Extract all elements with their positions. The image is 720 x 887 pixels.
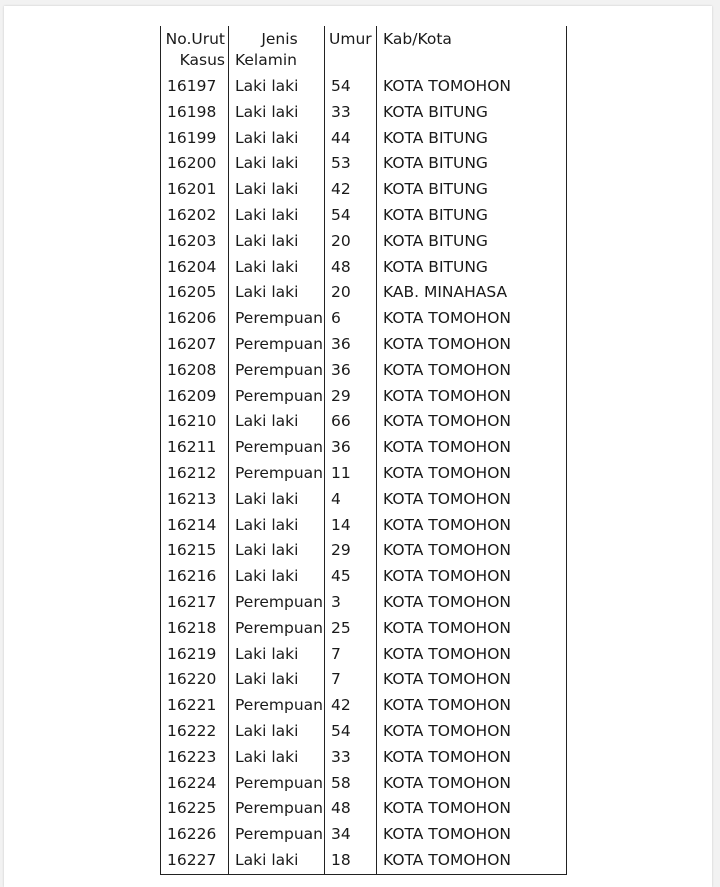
cell-jenis-kelamin: Perempuan [229, 822, 325, 848]
cell-jenis-kelamin: Perempuan [229, 358, 325, 384]
table-row [161, 358, 567, 384]
cell-no-urut: 16203 [161, 229, 229, 255]
cell-kab-kota: KAB. MINAHASA [377, 280, 567, 306]
table-row [161, 719, 567, 745]
cell-kab-kota: KOTA TOMOHON [377, 358, 567, 384]
cell-no-urut: 16223 [161, 745, 229, 771]
cell-no-urut: 16226 [161, 822, 229, 848]
cell-jenis-kelamin: Perempuan [229, 332, 325, 358]
table-row [161, 74, 567, 100]
table-row [161, 538, 567, 564]
cell-umur: 36 [325, 332, 377, 358]
cell-umur: 18 [325, 848, 377, 874]
table-row [161, 642, 567, 668]
cell-kab-kota: KOTA TOMOHON [377, 306, 567, 332]
cell-umur: 20 [325, 280, 377, 306]
cell-no-urut: 16221 [161, 693, 229, 719]
cell-jenis-kelamin: Laki laki [229, 745, 325, 771]
cell-umur: 48 [325, 796, 377, 822]
table-row [161, 229, 567, 255]
cell-umur: 42 [325, 693, 377, 719]
cell-no-urut: 16212 [161, 461, 229, 487]
cell-umur: 53 [325, 151, 377, 177]
cell-umur: 42 [325, 177, 377, 203]
cell-kab-kota: KOTA TOMOHON [377, 693, 567, 719]
cell-jenis-kelamin: Laki laki [229, 848, 325, 874]
cell-no-urut: 16205 [161, 280, 229, 306]
cell-jenis-kelamin: Perempuan [229, 693, 325, 719]
cell-umur: 11 [325, 461, 377, 487]
cell-no-urut: 16227 [161, 848, 229, 874]
cell-jenis-kelamin: Perempuan [229, 461, 325, 487]
table-row [161, 384, 567, 410]
cell-jenis-kelamin: Laki laki [229, 487, 325, 513]
table-row [161, 151, 567, 177]
cell-jenis-kelamin: Laki laki [229, 564, 325, 590]
cell-no-urut: 16202 [161, 203, 229, 229]
cell-kab-kota: KOTA TOMOHON [377, 564, 567, 590]
header-no-urut-kasus [161, 26, 229, 74]
table-row [161, 848, 567, 874]
header-jenis-line1: Jenis [261, 30, 298, 48]
cell-umur: 34 [325, 822, 377, 848]
table-row [161, 667, 567, 693]
cell-umur: 3 [325, 590, 377, 616]
cell-kab-kota: KOTA TOMOHON [377, 513, 567, 539]
cell-umur: 66 [325, 409, 377, 435]
cell-no-urut: 16215 [161, 538, 229, 564]
cell-jenis-kelamin: Perempuan [229, 771, 325, 797]
table-row [161, 513, 567, 539]
case-table [160, 26, 567, 875]
cell-kab-kota: KOTA TOMOHON [377, 745, 567, 771]
cell-kab-kota: KOTA TOMOHON [377, 332, 567, 358]
table-row [161, 435, 567, 461]
cell-no-urut: 16222 [161, 719, 229, 745]
cell-umur: 44 [325, 126, 377, 152]
table-row [161, 177, 567, 203]
cell-jenis-kelamin: Laki laki [229, 74, 325, 100]
table-row [161, 564, 567, 590]
table-row [161, 796, 567, 822]
cell-no-urut: 16204 [161, 255, 229, 281]
cell-umur: 20 [325, 229, 377, 255]
cell-jenis-kelamin: Laki laki [229, 126, 325, 152]
header-kab-kota: Kab/Kota [377, 26, 567, 74]
document-page [4, 6, 712, 887]
cell-umur: 14 [325, 513, 377, 539]
cell-kab-kota: KOTA TOMOHON [377, 487, 567, 513]
cell-kab-kota: KOTA TOMOHON [377, 74, 567, 100]
cell-kab-kota: KOTA TOMOHON [377, 538, 567, 564]
cell-kab-kota: KOTA TOMOHON [377, 796, 567, 822]
cell-jenis-kelamin: Laki laki [229, 229, 325, 255]
table-row [161, 332, 567, 358]
cell-umur: 58 [325, 771, 377, 797]
table-row [161, 693, 567, 719]
cell-kab-kota: KOTA TOMOHON [377, 435, 567, 461]
cell-jenis-kelamin: Laki laki [229, 255, 325, 281]
table-row [161, 616, 567, 642]
cell-umur: 29 [325, 538, 377, 564]
case-table-body [161, 74, 567, 874]
table-row [161, 203, 567, 229]
cell-no-urut: 16208 [161, 358, 229, 384]
table-row [161, 822, 567, 848]
cell-jenis-kelamin: Laki laki [229, 642, 325, 668]
cell-jenis-kelamin: Laki laki [229, 409, 325, 435]
cell-jenis-kelamin: Laki laki [229, 719, 325, 745]
cell-umur: 45 [325, 564, 377, 590]
cell-umur: 54 [325, 719, 377, 745]
table-header-row [161, 26, 567, 74]
cell-jenis-kelamin: Perempuan [229, 435, 325, 461]
cell-umur: 25 [325, 616, 377, 642]
cell-jenis-kelamin: Perempuan [229, 590, 325, 616]
cell-jenis-kelamin: Perempuan [229, 796, 325, 822]
cell-kab-kota: KOTA BITUNG [377, 126, 567, 152]
cell-kab-kota: KOTA TOMOHON [377, 848, 567, 874]
cell-kab-kota: KOTA TOMOHON [377, 719, 567, 745]
cell-no-urut: 16198 [161, 100, 229, 126]
cell-no-urut: 16217 [161, 590, 229, 616]
table-row [161, 126, 567, 152]
cell-no-urut: 16224 [161, 771, 229, 797]
cell-umur: 33 [325, 745, 377, 771]
cell-jenis-kelamin: Laki laki [229, 177, 325, 203]
cell-umur: 54 [325, 74, 377, 100]
cell-umur: 36 [325, 358, 377, 384]
header-no-urut-line1: No.Urut [165, 30, 225, 48]
cell-kab-kota: KOTA TOMOHON [377, 409, 567, 435]
header-jenis-line2: Kelamin [235, 51, 297, 69]
cell-no-urut: 16214 [161, 513, 229, 539]
cell-kab-kota: KOTA BITUNG [377, 255, 567, 281]
cell-umur: 29 [325, 384, 377, 410]
cell-umur: 4 [325, 487, 377, 513]
cell-umur: 7 [325, 642, 377, 668]
cell-no-urut: 16200 [161, 151, 229, 177]
cell-no-urut: 16207 [161, 332, 229, 358]
cell-kab-kota: KOTA BITUNG [377, 203, 567, 229]
cell-umur: 54 [325, 203, 377, 229]
cell-jenis-kelamin: Laki laki [229, 513, 325, 539]
table-row [161, 306, 567, 332]
cell-kab-kota: KOTA TOMOHON [377, 822, 567, 848]
cell-umur: 48 [325, 255, 377, 281]
cell-no-urut: 16197 [161, 74, 229, 100]
table-row [161, 280, 567, 306]
cell-no-urut: 16219 [161, 642, 229, 668]
cell-kab-kota: KOTA TOMOHON [377, 667, 567, 693]
header-no-urut-line2: Kasus [179, 51, 225, 69]
cell-no-urut: 16213 [161, 487, 229, 513]
table-row [161, 409, 567, 435]
table-row [161, 461, 567, 487]
table-row [161, 255, 567, 281]
table-row [161, 745, 567, 771]
cell-no-urut: 16201 [161, 177, 229, 203]
cell-jenis-kelamin: Perempuan [229, 384, 325, 410]
cell-kab-kota: KOTA TOMOHON [377, 642, 567, 668]
cell-kab-kota: KOTA TOMOHON [377, 461, 567, 487]
cell-no-urut: 16199 [161, 126, 229, 152]
cell-no-urut: 16225 [161, 796, 229, 822]
cell-umur: 36 [325, 435, 377, 461]
cell-kab-kota: KOTA TOMOHON [377, 771, 567, 797]
cell-kab-kota: KOTA BITUNG [377, 177, 567, 203]
cell-no-urut: 16216 [161, 564, 229, 590]
header-umur: Umur [325, 26, 377, 74]
cell-kab-kota: KOTA TOMOHON [377, 590, 567, 616]
cell-jenis-kelamin: Laki laki [229, 667, 325, 693]
cell-jenis-kelamin: Laki laki [229, 280, 325, 306]
cell-jenis-kelamin: Laki laki [229, 100, 325, 126]
cell-kab-kota: KOTA BITUNG [377, 229, 567, 255]
cell-no-urut: 16206 [161, 306, 229, 332]
cell-kab-kota: KOTA BITUNG [377, 151, 567, 177]
cell-jenis-kelamin: Laki laki [229, 203, 325, 229]
cell-kab-kota: KOTA TOMOHON [377, 384, 567, 410]
table-row [161, 590, 567, 616]
cell-umur: 33 [325, 100, 377, 126]
cell-jenis-kelamin: Laki laki [229, 538, 325, 564]
cell-umur: 7 [325, 667, 377, 693]
cell-no-urut: 16220 [161, 667, 229, 693]
cell-no-urut: 16218 [161, 616, 229, 642]
cell-kab-kota: KOTA BITUNG [377, 100, 567, 126]
cell-kab-kota: KOTA TOMOHON [377, 616, 567, 642]
cell-no-urut: 16211 [161, 435, 229, 461]
cell-jenis-kelamin: Perempuan [229, 616, 325, 642]
header-jenis-kelamin [229, 26, 325, 74]
cell-no-urut: 16210 [161, 409, 229, 435]
cell-no-urut: 16209 [161, 384, 229, 410]
cell-umur: 6 [325, 306, 377, 332]
cell-jenis-kelamin: Perempuan [229, 306, 325, 332]
table-row [161, 100, 567, 126]
table-row [161, 771, 567, 797]
table-row [161, 487, 567, 513]
cell-jenis-kelamin: Laki laki [229, 151, 325, 177]
